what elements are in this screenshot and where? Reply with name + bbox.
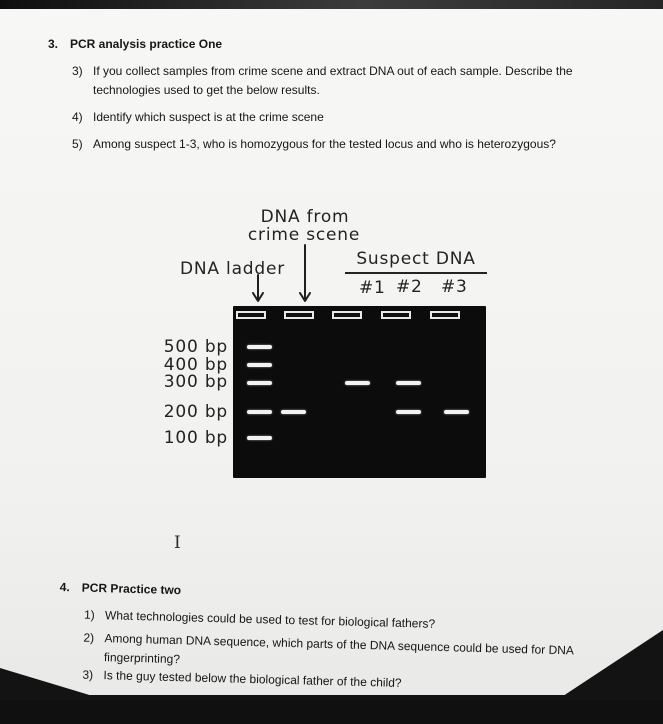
item-text: Is the guy tested below the biological father of the child? — [103, 668, 402, 690]
size-label-500bp: 500 bp — [163, 337, 228, 357]
gel-band-dna-ladder-400bp — [247, 363, 272, 367]
item-number: 3) — [82, 667, 94, 682]
gel — [233, 306, 486, 478]
section-3-number: 3. — [48, 37, 59, 51]
gel-band-suspect-3-200bp — [444, 410, 469, 414]
item-text: Among suspect 1-3, who is homozygous for the tested locus and who is heterozygous? — [93, 137, 556, 151]
crime-scene-label-line2: crime scene — [247, 225, 361, 245]
size-label-200bp: 200 bp — [163, 402, 228, 422]
dna-ladder-label: DNA ladder — [180, 259, 286, 279]
gel-band-suspect-2-300bp — [396, 381, 421, 385]
screen-edge-top — [0, 0, 663, 9]
gel-band-dna-ladder-100bp — [247, 436, 272, 440]
section-4 — [0, 571, 663, 723]
section-4-title: PCR Practice two — [81, 580, 182, 598]
down-arrow-icon — [250, 274, 266, 304]
item-number: 5) — [72, 137, 83, 151]
section-4-number: 4. — [59, 579, 70, 595]
size-label-100bp: 100 bp — [163, 428, 228, 448]
item-text: Identify which suspect is at the crime scene — [93, 110, 324, 124]
size-label-300bp: 300 bp — [163, 372, 228, 392]
gel-well-4 — [381, 311, 411, 319]
gel-band-suspect-2-200bp — [396, 410, 421, 414]
text-cursor: I — [174, 533, 181, 553]
lane-header-1: #1 — [359, 278, 386, 298]
photo-edge-bottom — [0, 695, 663, 700]
gel-band-dna-ladder-200bp — [247, 410, 272, 414]
gel-band-dna-ladder-300bp — [247, 381, 272, 385]
lane-header-3: #3 — [441, 277, 468, 297]
item-number: 4) — [72, 110, 83, 124]
gel-well-5 — [430, 311, 460, 319]
section-3-heading — [48, 35, 222, 54]
down-arrow-icon — [297, 244, 313, 304]
document-page[interactable] — [0, 8, 663, 700]
suspect-dna-label: Suspect DNA — [345, 249, 487, 274]
lane-header-2: #2 — [396, 277, 423, 297]
item-text: What technologies could be used to test for biological fathers? — [104, 608, 436, 631]
question-item-5 — [72, 135, 615, 154]
item-text: If you collect samples from crime scene and extract DNA out of each sample. Describe the technologies used to get the below results. — [93, 64, 573, 97]
gel-well-3 — [332, 311, 362, 319]
question-item-4 — [72, 108, 615, 127]
item-number: 3) — [72, 64, 83, 78]
size-label-400bp: 400 bp — [163, 355, 228, 375]
gel-band-suspect-1-300bp — [345, 381, 370, 385]
gel-band-crime-scene-200bp — [281, 410, 306, 414]
gel-band-dna-ladder-500bp — [247, 345, 272, 349]
item-text: Among human DNA sequence, which parts of the DNA sequence could be used for DNA fingerprinting? — [103, 631, 574, 667]
item-number: 2) — [83, 630, 95, 645]
section-4-heading — [60, 578, 182, 600]
crime-scene-label-line1: DNA from — [260, 207, 350, 227]
question-item-3 — [72, 62, 615, 100]
gel-well-1 — [236, 311, 266, 319]
gel-well-2 — [284, 311, 314, 319]
section-3-title: PCR analysis practice One — [70, 37, 223, 51]
item-number: 1) — [83, 607, 95, 622]
